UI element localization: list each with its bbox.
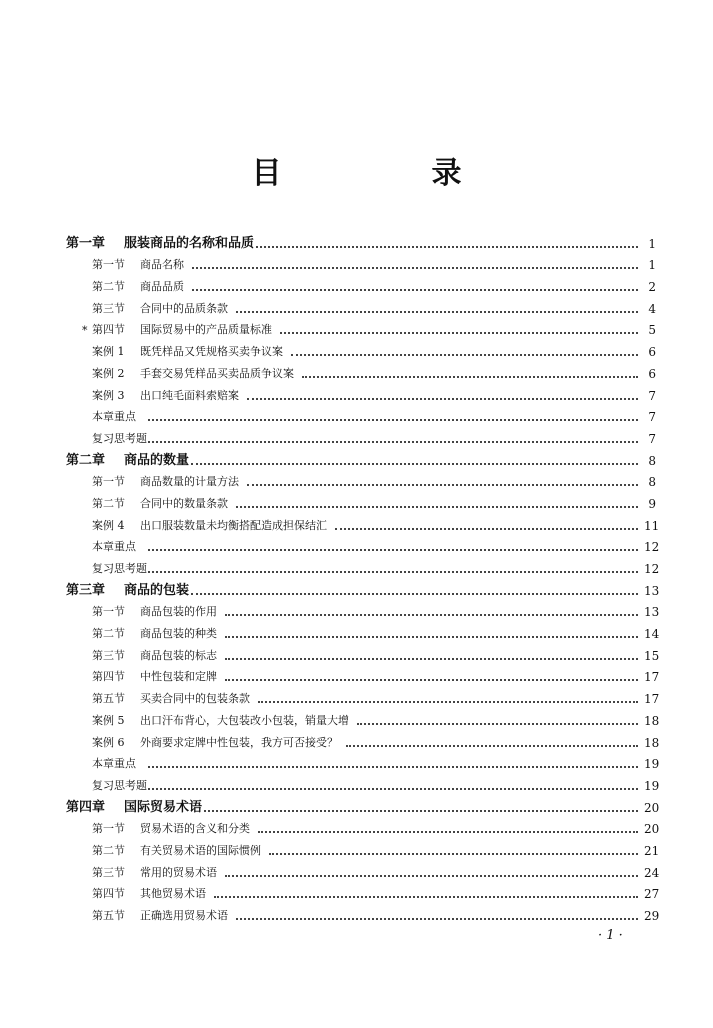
toc-entry-row[interactable] bbox=[66, 489, 656, 511]
toc-label: 第三章 bbox=[66, 582, 106, 598]
toc-entry-row[interactable] bbox=[66, 728, 660, 750]
toc-title: 出口汗布背心，大包装改小包装，销量大增 bbox=[140, 713, 349, 727]
toc-chapter-row[interactable] bbox=[66, 576, 660, 598]
dot-leader bbox=[148, 549, 638, 551]
toc-label: 第四章 bbox=[66, 799, 106, 815]
toc-label: 第二节 bbox=[92, 496, 125, 510]
toc-title: 其他贸易术语 bbox=[140, 887, 206, 901]
toc-label: 第三节 bbox=[92, 301, 125, 315]
toc-page-number: 29 bbox=[644, 909, 660, 923]
page-title: 目 录 bbox=[251, 156, 522, 191]
dot-leader bbox=[214, 896, 638, 898]
toc-page-number: 11 bbox=[644, 518, 660, 533]
toc-label: 第三节 bbox=[92, 865, 125, 879]
toc-entry-row[interactable] bbox=[66, 663, 660, 685]
toc-page-number: 7 bbox=[648, 410, 656, 425]
toc-page-number: 5 bbox=[648, 323, 656, 338]
toc-entry-row[interactable] bbox=[66, 706, 660, 728]
toc-page-number: 19 bbox=[644, 778, 660, 793]
toc-entry-row[interactable] bbox=[66, 511, 660, 533]
toc-page-number: 14 bbox=[644, 627, 660, 642]
toc-page-number: 12 bbox=[644, 562, 660, 576]
toc-title: 既凭样品又凭规格买卖争议案 bbox=[140, 345, 283, 359]
toc-label: 第二节 bbox=[92, 843, 125, 857]
toc-page-number: 8 bbox=[648, 475, 656, 490]
toc-page-number: 13 bbox=[644, 605, 660, 620]
toc-label: 案例 4 bbox=[92, 518, 125, 532]
toc-entry-row[interactable] bbox=[66, 272, 656, 294]
dot-leader bbox=[225, 875, 638, 877]
toc-page-number: 6 bbox=[648, 366, 656, 381]
toc-chapter-row[interactable] bbox=[66, 793, 660, 815]
toc-page-number: 24 bbox=[644, 865, 660, 880]
toc-label: 案例 5 bbox=[92, 713, 125, 727]
toc-page-number: 9 bbox=[648, 496, 656, 511]
dot-leader bbox=[148, 571, 638, 573]
toc-entry-row[interactable] bbox=[66, 771, 660, 793]
dot-leader bbox=[269, 853, 638, 855]
toc-entry-row[interactable] bbox=[66, 598, 660, 620]
toc-entry-row[interactable] bbox=[66, 880, 660, 902]
toc-label: 第二章 bbox=[66, 452, 106, 468]
toc-title: 合同中的数量条款 bbox=[140, 496, 228, 510]
toc-title: 中性包装和定牌 bbox=[140, 670, 217, 684]
dot-leader bbox=[236, 311, 638, 313]
dot-leader bbox=[247, 484, 638, 486]
toc-title: 商品的包装 bbox=[124, 582, 190, 598]
toc-entry-row[interactable] bbox=[66, 641, 660, 663]
toc-page-number: 8 bbox=[648, 453, 656, 468]
toc-label: 第二节 bbox=[92, 627, 125, 641]
toc-page-number: 17 bbox=[644, 692, 660, 707]
toc-label: 第四节 bbox=[92, 887, 125, 901]
dot-leader bbox=[225, 636, 638, 638]
toc-entry-row[interactable] bbox=[66, 316, 656, 338]
dot-leader bbox=[204, 810, 638, 812]
toc-title: 有关贸易术语的国际惯例 bbox=[140, 843, 261, 857]
toc-page-number: 27 bbox=[644, 887, 660, 902]
toc-entry-row[interactable] bbox=[66, 533, 660, 555]
toc-page-number: 18 bbox=[644, 735, 660, 750]
dot-leader bbox=[148, 441, 638, 443]
toc-label: 本章重点 bbox=[92, 757, 136, 771]
toc-page-number: 15 bbox=[644, 648, 660, 663]
dot-leader bbox=[280, 332, 638, 334]
toc-label: 复习思考题 bbox=[92, 562, 147, 575]
toc-label: 第五节 bbox=[92, 909, 125, 922]
toc-title: 国际贸易中的产品质量标准 bbox=[140, 323, 272, 337]
toc-page-number: 1 bbox=[648, 236, 656, 251]
dot-leader bbox=[225, 658, 638, 660]
toc-label: 第一节 bbox=[92, 258, 125, 272]
toc-title: 常用的贸易术语 bbox=[140, 865, 217, 879]
toc-page-number: 1 bbox=[648, 258, 656, 273]
dot-leader bbox=[191, 593, 638, 595]
toc-title: 合同中的品质条款 bbox=[140, 301, 228, 315]
toc-label: 案例 2 bbox=[92, 366, 125, 380]
toc-label: 第一章 bbox=[66, 235, 106, 251]
toc-entry-row[interactable] bbox=[66, 424, 656, 446]
toc-label: 复习思考题 bbox=[92, 431, 147, 445]
toc-entry-row[interactable] bbox=[66, 750, 660, 772]
page-number: · 1 · bbox=[598, 928, 623, 943]
toc-page-number: 21 bbox=[644, 843, 660, 858]
dot-leader bbox=[335, 528, 638, 530]
dot-leader bbox=[148, 419, 638, 421]
dot-leader bbox=[258, 831, 638, 833]
toc-page-number: 4 bbox=[648, 301, 656, 316]
dot-leader bbox=[148, 788, 638, 790]
dot-leader bbox=[148, 766, 638, 768]
toc-label: 案例 1 bbox=[92, 345, 125, 359]
toc-label: 案例 6 bbox=[92, 735, 125, 749]
toc-entry-row[interactable] bbox=[66, 619, 660, 642]
toc-page-number: 2 bbox=[648, 280, 656, 295]
toc-page-number: 20 bbox=[644, 822, 660, 837]
dot-leader bbox=[191, 463, 638, 465]
toc-page-number: 20 bbox=[644, 800, 660, 815]
toc-entry-row[interactable] bbox=[66, 684, 660, 707]
toc-title: 国际贸易术语 bbox=[124, 799, 203, 815]
toc-entry-row[interactable] bbox=[66, 381, 656, 403]
optional-marker: * bbox=[82, 324, 88, 338]
toc-title: 商品品质 bbox=[140, 280, 184, 294]
dot-leader bbox=[247, 398, 638, 400]
toc-title: 商品的数量 bbox=[124, 452, 190, 468]
toc-title: 买卖合同中的包装条款 bbox=[140, 692, 250, 706]
toc-title: 商品包装的作用 bbox=[140, 605, 217, 619]
toc-entry-row[interactable] bbox=[66, 359, 656, 381]
toc-page-number: 12 bbox=[644, 540, 660, 555]
toc-label: 本章重点 bbox=[92, 540, 136, 554]
toc-entry-row[interactable] bbox=[66, 901, 660, 923]
toc-label: 第一节 bbox=[92, 475, 125, 489]
toc-entry-row[interactable] bbox=[66, 337, 656, 359]
toc-page-number: 7 bbox=[648, 431, 656, 446]
toc-entry-row[interactable] bbox=[66, 554, 660, 576]
toc-entry-row[interactable] bbox=[66, 468, 656, 490]
dot-leader bbox=[192, 289, 638, 291]
toc-title: 服装商品的名称和品质 bbox=[124, 235, 255, 251]
toc-label: 第五节 bbox=[92, 692, 125, 706]
toc-label: 案例 3 bbox=[92, 388, 125, 402]
toc-page-number: 7 bbox=[648, 388, 656, 403]
toc-title: 出口纯毛面料索赔案 bbox=[140, 388, 239, 402]
toc-label: 第四节 bbox=[92, 323, 125, 337]
toc-label: 第二节 bbox=[92, 280, 125, 294]
toc-entry-row[interactable] bbox=[66, 251, 656, 273]
toc-page-number: 6 bbox=[648, 345, 656, 360]
toc-label: 第四节 bbox=[92, 670, 125, 684]
toc-title: 商品包装的标志 bbox=[140, 648, 217, 662]
dot-leader bbox=[236, 918, 638, 920]
dot-leader bbox=[192, 267, 638, 269]
toc-label: 复习思考题 bbox=[92, 778, 147, 792]
dot-leader bbox=[258, 701, 638, 703]
toc-title: 外商要求定牌中性包装，我方可否接受？ bbox=[140, 735, 338, 749]
toc-title: 正确选用贸易术语 bbox=[140, 909, 228, 922]
toc-page-number: 18 bbox=[644, 713, 660, 728]
dot-leader bbox=[357, 723, 638, 725]
toc-page-number: 19 bbox=[644, 757, 660, 772]
toc-entry-row[interactable] bbox=[66, 403, 656, 425]
toc-label: 第一节 bbox=[92, 605, 125, 619]
dot-leader bbox=[256, 246, 638, 248]
toc-entry-row[interactable] bbox=[66, 858, 660, 880]
toc-title: 商品数量的计量方法 bbox=[140, 475, 239, 489]
toc-entry-row[interactable] bbox=[66, 815, 660, 837]
toc-label: 第三节 bbox=[92, 648, 125, 662]
toc-title: 商品名称 bbox=[140, 258, 184, 272]
toc-label: 本章重点 bbox=[92, 410, 136, 424]
dot-leader bbox=[225, 614, 638, 616]
toc-entry-row[interactable] bbox=[66, 836, 660, 858]
toc-entry-row[interactable] bbox=[66, 294, 656, 316]
table-of-contents bbox=[66, 229, 660, 923]
dot-leader bbox=[236, 506, 638, 508]
toc-page-number: 13 bbox=[644, 583, 660, 598]
toc-title: 贸易术语的含义和分类 bbox=[140, 822, 250, 836]
toc-chapter-row[interactable] bbox=[66, 229, 656, 251]
toc-title: 手套交易凭样品买卖品质争议案 bbox=[140, 366, 294, 380]
toc-title: 出口服装数量未均衡搭配造成担保结汇 bbox=[140, 518, 327, 532]
dot-leader bbox=[291, 354, 638, 356]
toc-page-number: 17 bbox=[644, 670, 660, 685]
dot-leader bbox=[346, 745, 638, 747]
toc-chapter-row[interactable] bbox=[66, 446, 656, 468]
toc-title: 商品包装的种类 bbox=[140, 627, 217, 641]
dot-leader bbox=[225, 679, 638, 681]
toc-label: 第一节 bbox=[92, 822, 125, 836]
dot-leader bbox=[302, 376, 638, 378]
